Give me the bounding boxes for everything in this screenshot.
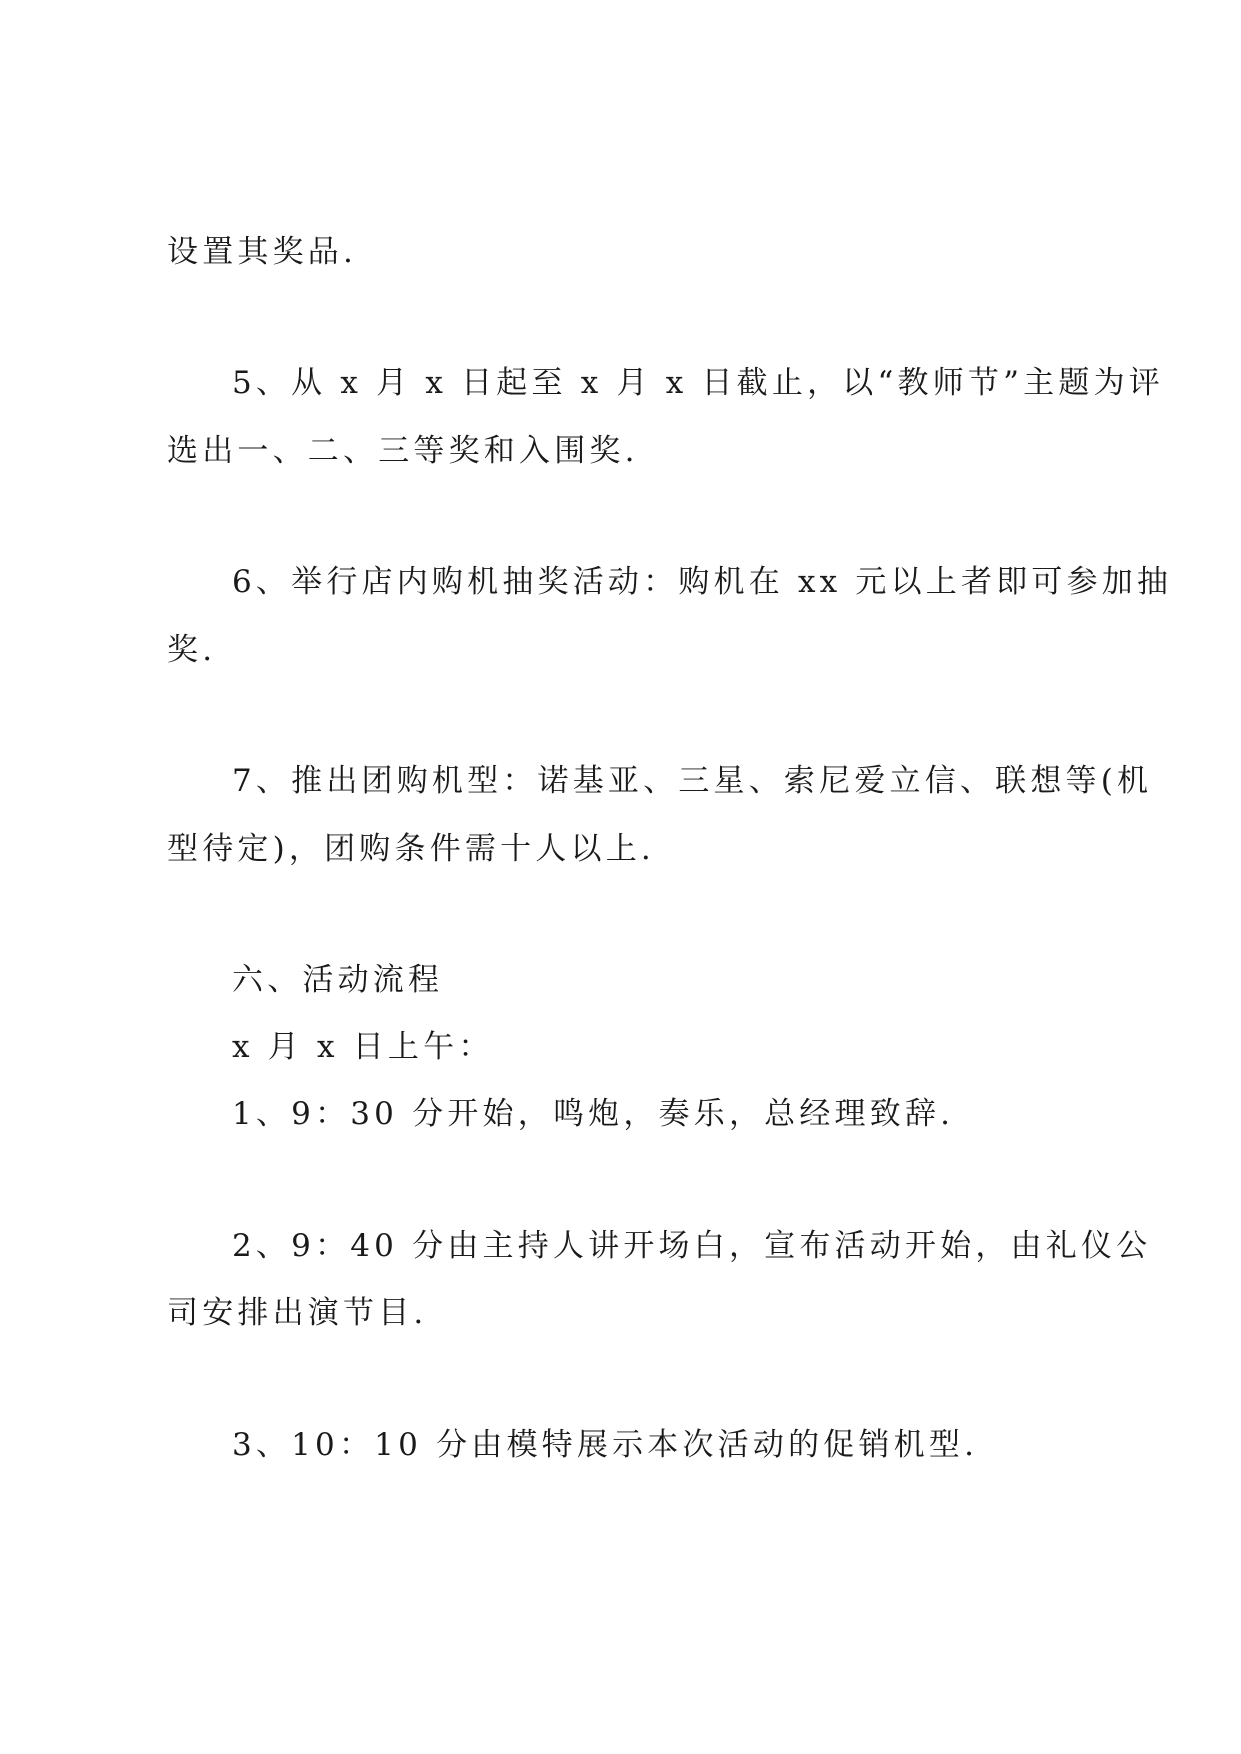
text-line: 2、9：40 分由主持人讲开场白，宣布活动开始，由礼仪公 <box>232 1228 1152 1264</box>
text-line: 型待定)，团购条件需十人以上. <box>167 831 655 867</box>
text-line: 司安排出演节目. <box>167 1295 428 1331</box>
text-line: 奖. <box>167 632 217 668</box>
text-line: 设置其奖品. <box>167 234 358 270</box>
text-line: 选出一、二、三等奖和入围奖. <box>167 433 639 469</box>
text-line: 3、10：10 分由模特展示本次活动的促销机型. <box>232 1427 979 1463</box>
text-line: 5、从 x 月 x 日起至 x 月 x 日截止，以“教师节”主题为评 <box>232 365 1164 401</box>
text-line: x 月 x 日上午： <box>232 1029 494 1065</box>
text-line: 六、活动流程 <box>232 962 444 998</box>
text-line: 7、推出团购机型：诺基亚、三星、索尼爱立信、联想等(机 <box>232 763 1153 799</box>
text-line: 1、9：30 分开始，鸣炮，奏乐，总经理致辞. <box>232 1096 955 1132</box>
text-line: 6、举行店内购机抽奖活动：购机在 xx 元以上者即可参加抽 <box>232 564 1173 600</box>
